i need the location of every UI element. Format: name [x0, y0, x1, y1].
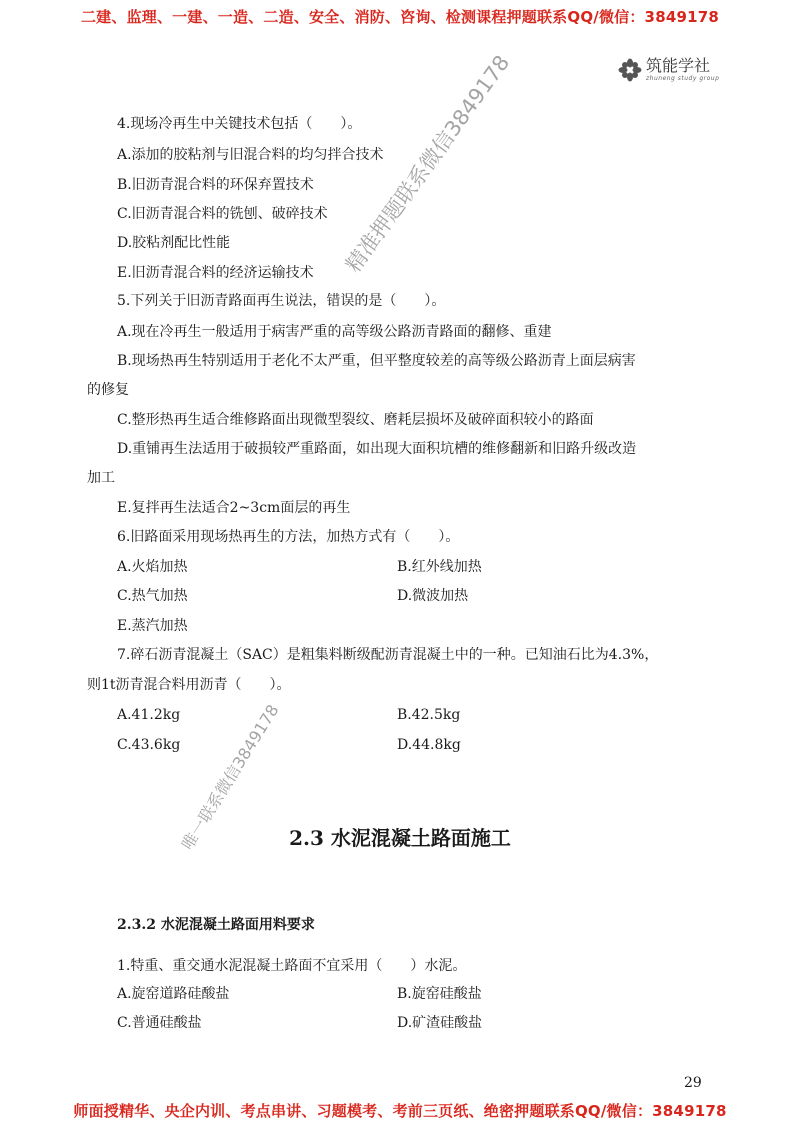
q5-option-d: D.重铺再生法适用于破损较严重路面，如出现大面积坑槽的维修翻新和旧路升级改造 — [117, 441, 637, 457]
section-title: 2.3 水泥混凝土路面施工 — [289, 826, 511, 850]
q1-option-b: B.旋窑硅酸盐 — [397, 986, 482, 1002]
q1-option-c: C.普通硅酸盐 — [117, 1015, 202, 1031]
q5-option-c: C.整形热再生适合维修路面出现微型裂纹、磨耗层损坏及破碎面积较小的路面 — [117, 412, 594, 428]
q4-option-b: B.旧沥青混合料的环保弃置技术 — [117, 177, 314, 193]
q7-option-b: B.42.5kg — [397, 707, 461, 723]
q4-option-e: E.旧沥青混合料的经济运输技术 — [117, 265, 314, 281]
bottom-banner: 师面授精华、央企内训、考点串讲、习题模考、考前三页纸、绝密押题联系QQ/微信：3849178 — [73, 1102, 727, 1120]
q1-option-d: D.矿渣硅酸盐 — [397, 1015, 483, 1031]
q5-option-b-cont: 的修复 — [87, 382, 129, 398]
q7-option-c: C.43.6kg — [117, 737, 181, 753]
logo-subtitle: zhuneng study group — [646, 75, 720, 82]
q5-option-e: E.复拌再生法适合2~3cm面层的再生 — [117, 500, 351, 516]
q4-option-c: C.旧沥青混合料的铣刨、破碎技术 — [117, 206, 328, 222]
q6-option-e: E.蒸汽加热 — [117, 618, 188, 634]
q7-stem: 7.碎石沥青混凝土（SAC）是粗集料断级配沥青混凝土中的一种。已知油石比为4.3%， — [117, 647, 659, 663]
q4-stem: 4.现场冷再生中关键技术包括（ ）。 — [117, 116, 362, 132]
page-number: 29 — [684, 1075, 702, 1091]
subsection-title: 2.3.2 水泥混凝土路面用料要求 — [117, 917, 315, 933]
logo-name: 筑能学社 — [646, 56, 711, 75]
publisher-logo — [618, 58, 719, 82]
q6-option-b: B.红外线加热 — [397, 559, 482, 575]
q1-option-a: A.旋窑道路硅酸盐 — [117, 986, 230, 1002]
q4-option-d: D.胶粘剂配比性能 — [117, 235, 231, 251]
q5-option-a: A.现在冷再生一般适用于病害严重的高等级公路沥青路面的翻修、重建 — [117, 324, 552, 340]
flower-logo-icon — [618, 58, 642, 82]
q7-option-a: A.41.2kg — [117, 707, 181, 723]
q6-option-a: A.火焰加热 — [117, 559, 188, 575]
q6-stem: 6.旧路面采用现场热再生的方法，加热方式有（ ）。 — [117, 529, 460, 545]
top-banner: 二建、监理、一建、一造、二造、安全、消防、咨询、检测课程押题联系QQ/微信：3849178 — [80, 8, 720, 26]
q5-stem: 5.下列关于旧沥青路面再生说法，错误的是（ ）。 — [117, 293, 446, 309]
q7-stem-cont: 则1t沥青混合料用沥青（ ）。 — [87, 677, 291, 693]
q5-option-d-cont: 加工 — [87, 470, 115, 486]
q6-option-d: D.微波加热 — [397, 588, 469, 604]
watermark-text: 精准押题联系微信3849178 — [341, 50, 515, 277]
q5-option-b: B.现场热再生特别适用于老化不太严重，但平整度较差的高等级公路沥青上面层病害 — [117, 353, 636, 369]
q1-stem: 1.特重、重交通水泥混凝土路面不宜采用（ ）水泥。 — [117, 958, 467, 974]
q7-option-d: D.44.8kg — [397, 737, 461, 753]
q6-option-c: C.热气加热 — [117, 588, 188, 604]
watermark-text: 唯一联系微信3849178 — [177, 701, 283, 854]
q4-option-a: A.添加的胶粘剂与旧混合料的均匀拌合技术 — [117, 147, 384, 163]
